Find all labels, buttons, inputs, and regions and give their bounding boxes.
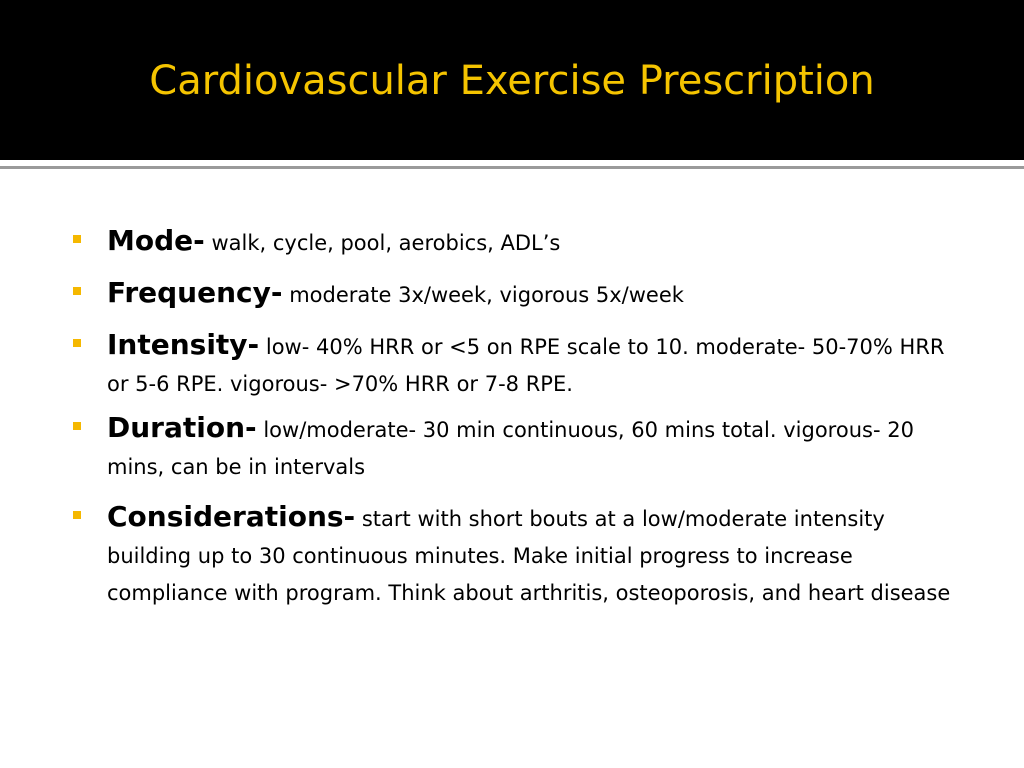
- bullet-text: [107, 274, 953, 314]
- bullet-term: Intensity-: [107, 328, 260, 361]
- square-bullet-icon: [73, 422, 81, 430]
- bullet-detail: moderate 3x/week, vigorous 5x/week: [289, 283, 684, 307]
- bullet-term: Mode-: [107, 224, 205, 257]
- square-bullet-icon: [73, 339, 81, 347]
- bullet-list: [73, 222, 953, 612]
- bullet-term: Frequency-: [107, 276, 283, 309]
- bullet-text: [107, 222, 953, 262]
- bullet-detail: walk, cycle, pool, aerobics, ADL’s: [211, 231, 561, 255]
- bullet-item-mode: [73, 222, 953, 262]
- bullet-term: Duration-: [107, 411, 257, 444]
- bullet-item-intensity: [73, 326, 953, 403]
- title-divider: [0, 166, 1024, 169]
- bullet-text: [107, 498, 953, 612]
- square-bullet-icon: [73, 235, 81, 243]
- slide-title: Cardiovascular Exercise Prescription: [149, 58, 875, 104]
- bullet-text: [107, 409, 953, 486]
- square-bullet-icon: [73, 287, 81, 295]
- bullet-detail: start with short bouts at a low/moderate intensity building up to 30 continuous minutes. Make initial progress to increase compliance with program. Think about arthritis, osteoporosis, and heart disease: [107, 507, 951, 605]
- bullet-detail: low/moderate- 30 min continuous, 60 mins total. vigorous- 20 mins, can be in intervals: [107, 418, 914, 479]
- bullet-text: [107, 326, 953, 403]
- bullet-item-duration: [73, 409, 953, 486]
- bullet-term: Considerations-: [107, 500, 356, 533]
- bullet-item-considerations: [73, 498, 953, 612]
- bullet-detail: low- 40% HRR or <5 on RPE scale to 10. moderate- 50-70% HRR or 5-6 RPE. vigorous- >70% HRR or 7-8 RPE.: [107, 335, 945, 396]
- square-bullet-icon: [73, 511, 81, 519]
- bullet-item-frequency: [73, 274, 953, 314]
